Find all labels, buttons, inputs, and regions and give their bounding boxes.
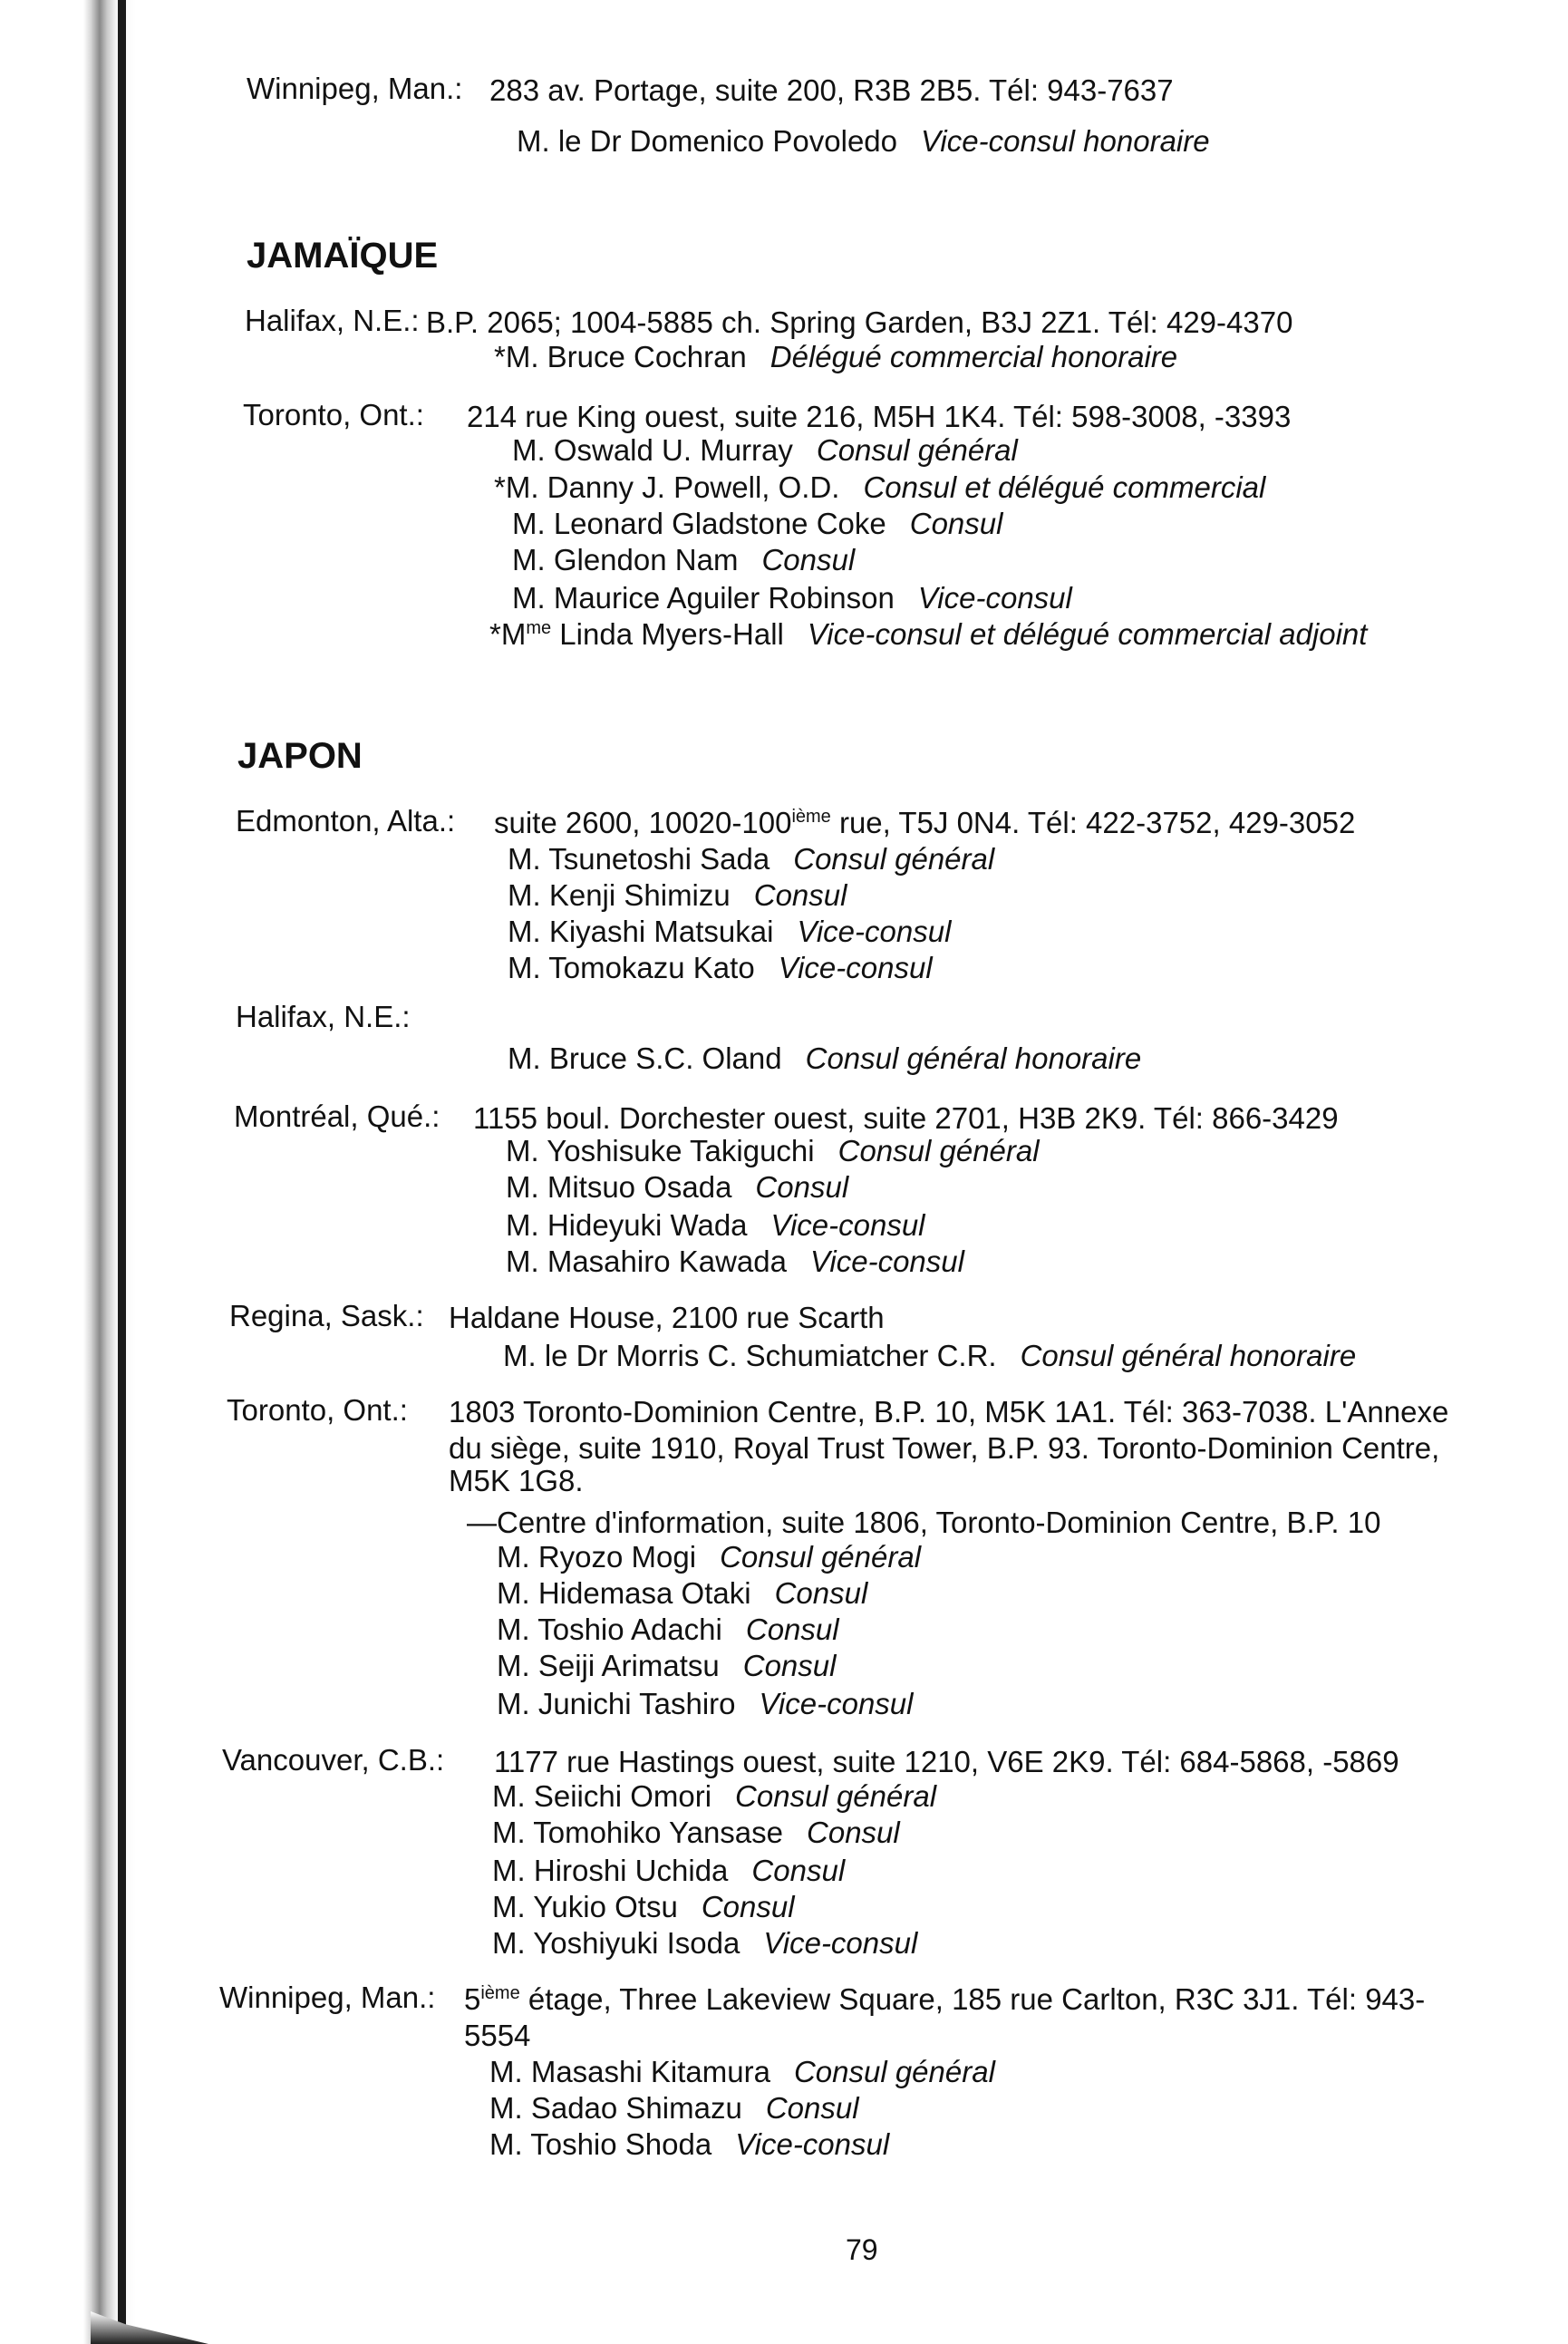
person-entry bbox=[506, 1169, 848, 1206]
person-entry bbox=[489, 2090, 859, 2126]
person-entry bbox=[497, 1575, 867, 1612]
person-entry bbox=[492, 1925, 917, 1961]
person-name: M. Junichi Tashiro bbox=[497, 1687, 736, 1720]
person-entry bbox=[512, 432, 1018, 469]
person-name: M. Sadao Shimazu bbox=[489, 2091, 742, 2125]
person-name: M. le Dr Domenico Povoledo bbox=[517, 124, 898, 158]
country-heading: JAMAÏQUE bbox=[247, 236, 439, 276]
person-title: Vice-consul bbox=[797, 915, 952, 948]
address: Haldane House, 2100 rue Scarth bbox=[449, 1301, 885, 1334]
page-number: 79 bbox=[846, 2233, 878, 2266]
address: 1177 rue Hastings ouest, suite 1210, V6E 2K9. Tél: 684-5868, -5869 bbox=[494, 1745, 1399, 1778]
person-title: Consul général honoraire bbox=[805, 1041, 1142, 1075]
person-entry bbox=[512, 580, 1072, 616]
address-line: du siège, suite 1910, Royal Trust Tower, B.P. 93. Toronto-Dominion Centre, bbox=[449, 1431, 1440, 1465]
address: 283 av. Portage, suite 200, R3B 2B5. Tél: 943-7637 bbox=[489, 73, 1174, 107]
address-line: 1803 Toronto-Dominion Centre, B.P. 10, M5K 1A1. Tél: 363-7038. L'Annexe bbox=[449, 1395, 1449, 1429]
city-label: Toronto, Ont.: bbox=[243, 398, 424, 431]
person-entry bbox=[506, 1133, 1040, 1169]
person-name: M. Hidemasa Otaki bbox=[497, 1576, 751, 1610]
address: B.P. 2065; 1004-5885 ch. Spring Garden, B3J 2Z1. Tél: 429-4370 bbox=[426, 305, 1293, 339]
address-line: M5K 1G8. bbox=[449, 1464, 584, 1497]
person-entry bbox=[497, 1648, 836, 1684]
person-title: Consul général bbox=[816, 433, 1018, 467]
person-title: Vice-consul bbox=[759, 1687, 914, 1720]
person-title: Consul et délégué commercial bbox=[863, 470, 1266, 504]
person-title: Vice-consul bbox=[778, 951, 933, 984]
person-entry bbox=[492, 1815, 900, 1851]
city-label: Montréal, Qué.: bbox=[234, 1099, 440, 1133]
person-title: Vice-consul honoraire bbox=[921, 124, 1210, 158]
city-label: Edmonton, Alta.: bbox=[236, 804, 456, 838]
person-name: M. Toshio Shoda bbox=[489, 2127, 712, 2161]
person-title: Consul bbox=[909, 507, 1003, 540]
city-label: Winnipeg, Man.: bbox=[247, 72, 463, 105]
city-label: Halifax, N.E.: bbox=[236, 1000, 411, 1033]
person-name: M. Tomohiko Yansase bbox=[492, 1816, 784, 1849]
person-name: M. Mitsuo Osada bbox=[506, 1170, 732, 1204]
person-entry bbox=[492, 1778, 936, 1815]
person-entry bbox=[517, 123, 1210, 160]
person-title: Vice-consul bbox=[917, 581, 1072, 615]
person-entry bbox=[494, 339, 1177, 375]
address: 214 rue King ouest, suite 216, M5H 1K4. Tél: 598-3008, -3393 bbox=[467, 400, 1292, 433]
person-entry bbox=[506, 1207, 925, 1244]
person-name: M. Leonard Gladstone Coke bbox=[512, 507, 886, 540]
person-entry bbox=[489, 2054, 995, 2090]
person-entry bbox=[506, 1244, 964, 1280]
person-entry bbox=[497, 1612, 839, 1648]
person-name: M. Kiyashi Matsukai bbox=[508, 915, 774, 948]
person-entry bbox=[512, 542, 855, 578]
person-title: Consul général honoraire bbox=[1020, 1339, 1357, 1372]
city-label: Vancouver, C.B.: bbox=[222, 1743, 445, 1777]
address: 5ième étage, Three Lakeview Square, 185 rue Carlton, R3C 3J1. Tél: 943- bbox=[464, 1982, 1426, 2016]
person-entry bbox=[497, 1539, 921, 1575]
person-entry bbox=[508, 950, 933, 986]
person-title: Consul général bbox=[735, 1779, 937, 1813]
person-title: Consul bbox=[807, 1816, 900, 1849]
person-name: M. Glendon Nam bbox=[512, 543, 739, 576]
person-title: Vice-consul bbox=[770, 1208, 925, 1242]
person-name: M. Toshio Adachi bbox=[497, 1613, 722, 1646]
city-label: Regina, Sask.: bbox=[229, 1299, 424, 1332]
person-name: $*M^{me}$ Linda Myers-Hall bbox=[489, 617, 784, 651]
person-name: M. Hiroshi Uchida bbox=[492, 1854, 729, 1887]
person-name: M. Tsunetoshi Sada bbox=[508, 842, 770, 876]
person-title: Consul bbox=[751, 1854, 846, 1887]
person-title: Consul général bbox=[837, 1134, 1040, 1167]
person-title: Consul bbox=[742, 1649, 837, 1682]
city-label: Halifax, N.E.: bbox=[245, 304, 420, 337]
person-title: Consul général bbox=[793, 2055, 995, 2088]
person-name: M. Yukio Otsu bbox=[492, 1890, 678, 1923]
person-title: Consul bbox=[774, 1576, 868, 1610]
person-entry bbox=[508, 877, 847, 914]
person-name: M. Seiji Arimatsu bbox=[497, 1649, 720, 1682]
person-name: M. Masashi Kitamura bbox=[489, 2055, 770, 2088]
person-entry bbox=[503, 1338, 1356, 1374]
city-label: Toronto, Ont.: bbox=[227, 1393, 408, 1427]
person-entry bbox=[497, 1686, 914, 1722]
person-name: M. Masahiro Kawada bbox=[506, 1245, 787, 1278]
person-entry bbox=[494, 470, 1265, 506]
person-name: M. Ryozo Mogi bbox=[497, 1540, 697, 1574]
person-entry bbox=[512, 506, 1002, 542]
person-title: Consul bbox=[753, 878, 847, 912]
city-label: Winnipeg, Man.: bbox=[219, 1981, 436, 2014]
person-name: M. Tomokazu Kato bbox=[508, 951, 755, 984]
person-title: Vice-consul et délégué commercial adjoint bbox=[807, 617, 1368, 651]
info-centre: —Centre d'information, suite 1806, Toronto-Dominion Centre, B.P. 10 bbox=[467, 1506, 1381, 1539]
person-title: Consul bbox=[755, 1170, 849, 1204]
address-line: 5554 bbox=[464, 2019, 531, 2052]
person-title: Vice-consul bbox=[735, 2127, 890, 2161]
person-name: M. Oswald U. Murray bbox=[512, 433, 793, 467]
person-title: Consul bbox=[745, 1613, 839, 1646]
person-title: Consul bbox=[765, 2091, 859, 2125]
person-title: Consul bbox=[761, 543, 856, 576]
person-name: M. Yoshiyuki Isoda bbox=[492, 1926, 740, 1960]
person-title: Consul général bbox=[793, 842, 995, 876]
person-name: M. Bruce S.C. Oland bbox=[508, 1041, 782, 1075]
person-name: M. le Dr Morris C. Schumiatcher C.R. bbox=[503, 1339, 997, 1372]
person-entry bbox=[508, 841, 994, 877]
person-entry bbox=[489, 2126, 889, 2163]
person-entry bbox=[492, 1889, 795, 1925]
country-heading: JAPON bbox=[237, 736, 363, 776]
person-name: *M. Danny J. Powell, O.D. bbox=[494, 470, 840, 504]
person-title: Vice-consul bbox=[809, 1245, 964, 1278]
person-name: *M. Bruce Cochran bbox=[494, 340, 747, 373]
person-name: M. Maurice Aguiler Robinson bbox=[512, 581, 895, 615]
person-entry bbox=[492, 1853, 845, 1889]
person-title: Consul général bbox=[720, 1540, 922, 1574]
person-entry bbox=[508, 914, 951, 950]
person-name: M. Hideyuki Wada bbox=[506, 1208, 748, 1242]
person-title: Vice-consul bbox=[763, 1926, 918, 1960]
person-name: M. Kenji Shimizu bbox=[508, 878, 731, 912]
person-entry bbox=[508, 1041, 1141, 1077]
person-title: Délégué commercial honoraire bbox=[769, 340, 1178, 373]
person-name: M. Seiichi Omori bbox=[492, 1779, 712, 1813]
person-title: Consul bbox=[701, 1890, 795, 1923]
person-name: M. Yoshisuke Takiguchi bbox=[506, 1134, 815, 1167]
person-entry bbox=[489, 616, 1367, 653]
address: 1155 boul. Dorchester ouest, suite 2701, H3B 2K9. Tél: 866-3429 bbox=[473, 1101, 1339, 1135]
address: suite 2600, 10020-100ième rue, T5J 0N4. Tél: 422-3752, 429-3052 bbox=[494, 806, 1356, 839]
